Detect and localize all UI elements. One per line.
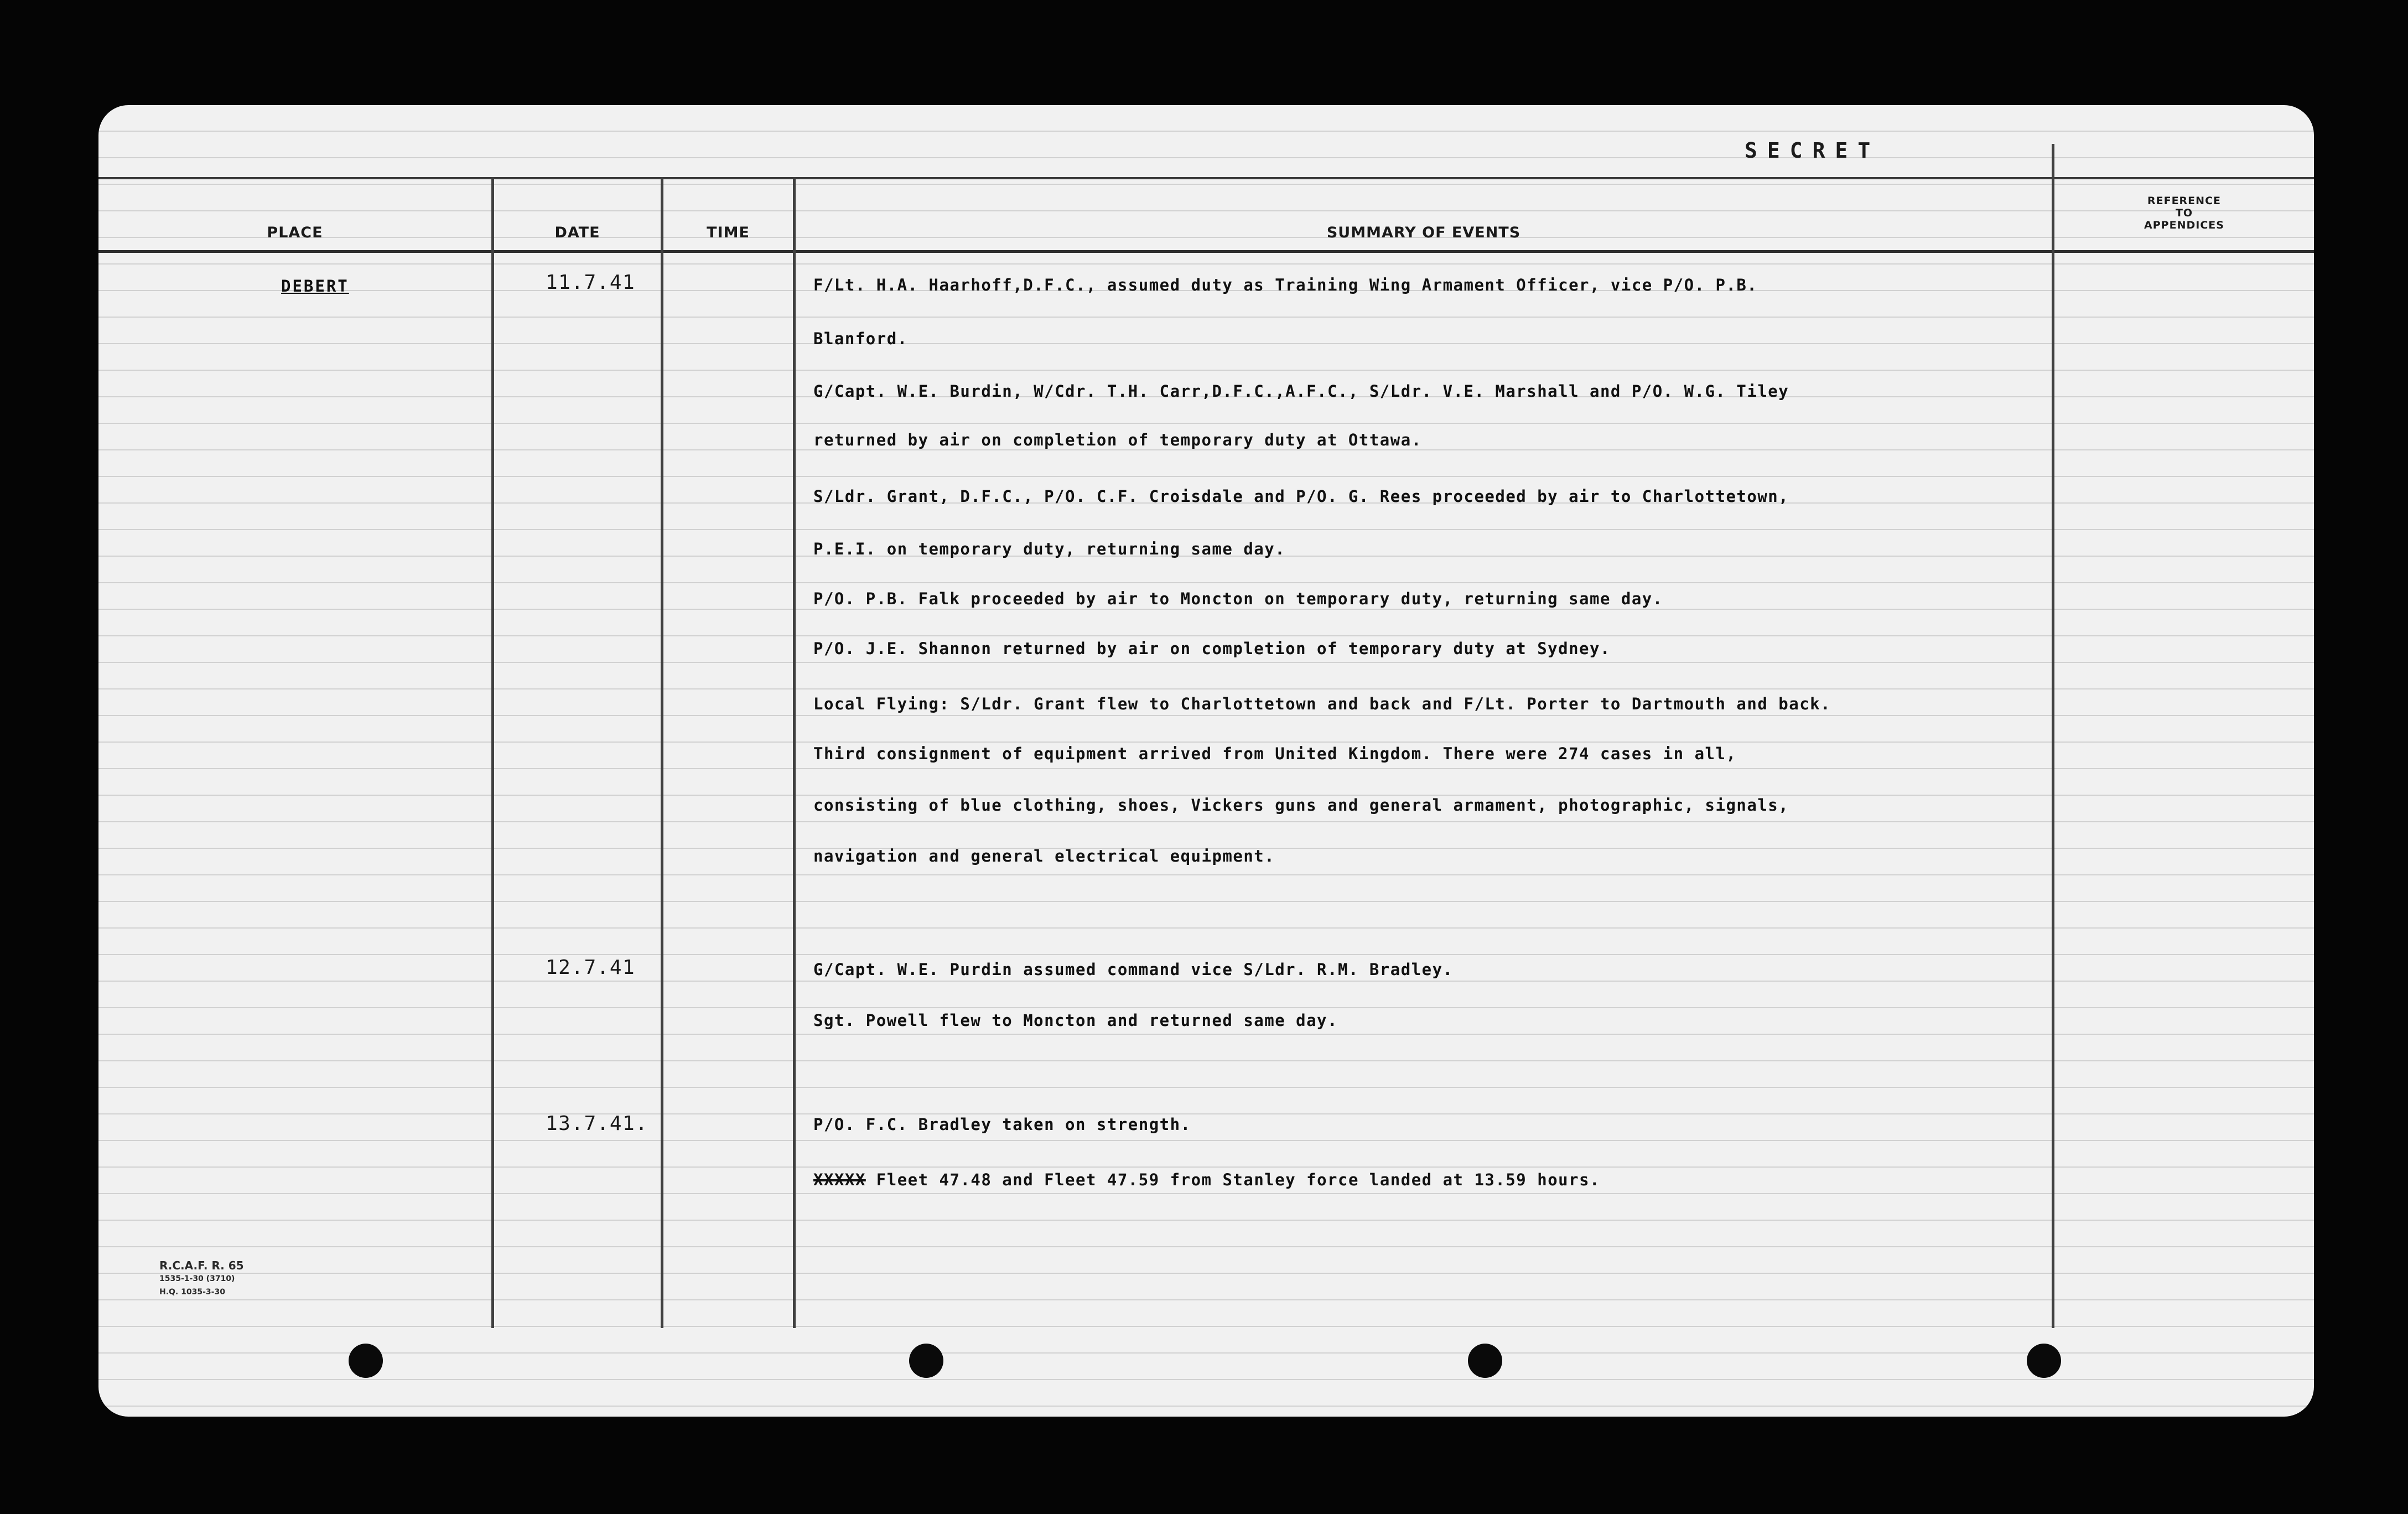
column-divider-date (661, 177, 663, 1328)
form-number: R.C.A.F. R. 65 (159, 1259, 244, 1272)
place-entry: DEBERT (281, 277, 349, 295)
event-line-15: P/O. F.C. Bradley taken on strength. (813, 1115, 1191, 1134)
event-line-16-text: Fleet 47.48 and Fleet 47.59 from Stanley force landed at 13.59 hours. (876, 1170, 1600, 1189)
event-line-16 (813, 1170, 1600, 1189)
event-line-03: G/Capt. W.E. Burdin, W/Cdr. T.H. Carr,D.F.C.,A.F.C., S/Ldr. V.E. Marshall and P/O. W.G. Tiley (813, 382, 1789, 401)
header-top-rule (98, 177, 2314, 179)
date-entry-3: 13.7.41. (546, 1112, 648, 1135)
event-line-13: G/Capt. W.E. Purdin assumed command vice S/Ldr. R.M. Bradley. (813, 960, 1454, 979)
event-line-05: S/Ldr. Grant, D.F.C., P/O. C.F. Croisdale and P/O. G. Rees proceeded by air to Charlottetown, (813, 487, 1789, 506)
form-hq-code: H.Q. 1035-3-30 (159, 1288, 225, 1297)
column-header-date: DATE (554, 224, 600, 241)
form-identifier (159, 1259, 244, 1299)
event-line-12: navigation and general electrical equipment. (813, 847, 1275, 865)
reference-label-line2: TO (2175, 207, 2193, 219)
punch-hole-4 (2027, 1344, 2061, 1378)
event-line-01: F/Lt. H.A. Haarhoff,D.F.C., assumed duty as Training Wing Armament Officer, vice P/O. P.B. (813, 276, 1758, 294)
column-header-time: TIME (707, 224, 750, 241)
reference-label-line3: APPENDICES (2144, 219, 2224, 231)
record-card (98, 105, 2314, 1417)
event-line-07: P/O. P.B. Falk proceeded by air to Moncton on temporary duty, returning same day. (813, 589, 1663, 608)
event-line-10: Third consignment of equipment arrived from United Kingdom. There were 274 cases in all, (813, 744, 1737, 763)
reference-label-line1: REFERENCE (2147, 195, 2221, 207)
header-bottom-rule (98, 250, 2314, 253)
punch-hole-3 (1468, 1344, 1502, 1378)
column-header-summary: SUMMARY OF EVENTS (1326, 224, 1521, 241)
date-entry-2: 12.7.41 (546, 956, 636, 979)
column-divider-place (491, 177, 494, 1328)
punch-hole-1 (349, 1344, 383, 1378)
column-header-reference (2054, 177, 2314, 249)
struck-out-text: XXXXX (813, 1170, 866, 1189)
event-line-14: Sgt. Powell flew to Moncton and returned same day. (813, 1011, 1338, 1030)
event-line-08: P/O. J.E. Shannon returned by air on completion of temporary duty at Sydney. (813, 639, 1611, 658)
event-line-09: Local Flying: S/Ldr. Grant flew to Charlottetown and back and F/Lt. Porter to Dartmouth and back. (813, 694, 1831, 713)
event-line-06: P.E.I. on temporary duty, returning same day. (813, 540, 1286, 558)
event-line-02: Blanford. (813, 329, 908, 348)
punch-hole-2 (909, 1344, 943, 1378)
date-entry-1: 11.7.41 (546, 271, 636, 294)
form-print-code: 1535-1-30 (3710) (159, 1274, 235, 1283)
column-divider-summary (2052, 144, 2054, 1328)
event-line-04: returned by air on completion of temporary duty at Ottawa. (813, 431, 1422, 449)
column-header-place: PLACE (267, 224, 323, 241)
event-line-11: consisting of blue clothing, shoes, Vickers guns and general armament, photographic, signals, (813, 796, 1789, 815)
column-divider-time (793, 177, 796, 1328)
classification-stamp: SECRET (1745, 138, 1881, 163)
